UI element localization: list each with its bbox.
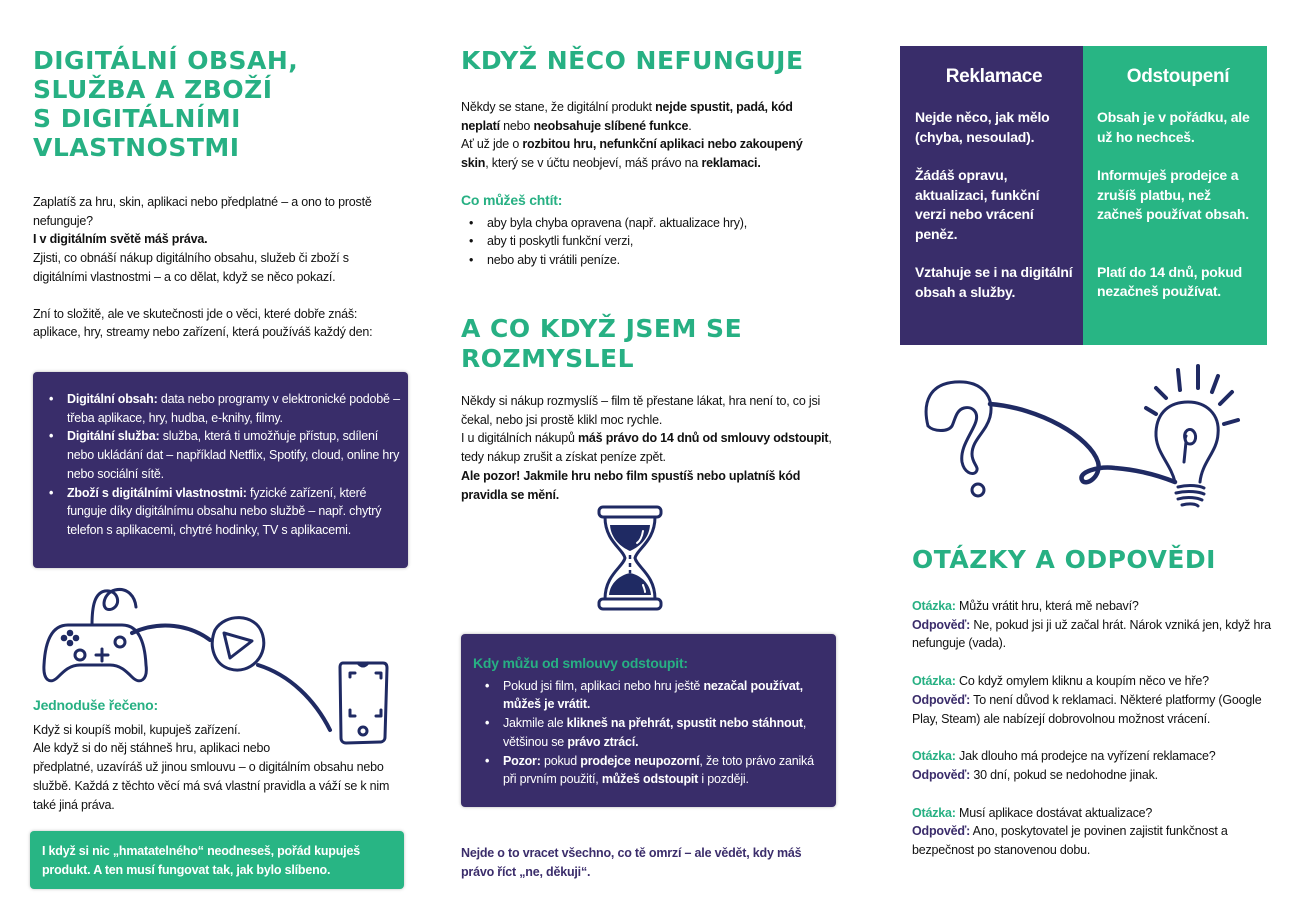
faq-answer	[912, 616, 1287, 653]
text-run: Pokud jsi film, aplikaci nebo hru ještě	[503, 678, 704, 693]
odstoupeni-text: Informuješ prodejce a zrušíš platbu, než začneš používat obsah.	[1097, 167, 1249, 222]
intro-paragraph-1: Zaplatíš za hru, skin, aplikaci nebo předplatné – a ono to prostě nefunguje?	[33, 195, 372, 228]
answer-text: Ano, poskytovatel je povinen zajistit funkčnost a bezpečnost po stanovenou dobu.	[912, 824, 1228, 858]
section-title-faq: OTÁZKY A ODPOVĚDI	[912, 545, 1216, 574]
text-run: nebo	[499, 118, 534, 133]
changed-mind-text	[461, 392, 836, 504]
text-run: , tedy nákup zrušit a získat peníze zpět.	[461, 431, 832, 465]
text-run-bold: Pozor:	[503, 753, 541, 768]
title-line: VLASTNOSTMI	[33, 133, 240, 162]
text-run-bold: neobsahuje slíbené funkce	[533, 118, 689, 133]
want-heading: Co můžeš chtít:	[461, 191, 563, 208]
question-text: Můžu vrátit hru, která mě nebaví?	[955, 599, 1139, 613]
question-text: Jak dlouho má prodejce na vyřízení reklamace?	[955, 749, 1216, 764]
simply-said-line: Ale když si do něj stáhneš hru, aplikaci nebo	[33, 741, 270, 756]
intro-bold: I v digitálním světě máš práva.	[33, 232, 208, 247]
faq-answer	[912, 822, 1287, 859]
simply-said-block	[33, 696, 408, 814]
faq-answer	[912, 691, 1287, 728]
faq-question	[912, 672, 1287, 691]
definition-term: Digitální obsah:	[67, 392, 158, 406]
title-line: S DIGITÁLNÍMI	[33, 104, 241, 133]
text-run: , že toto právo zaniká při prvním použití,	[503, 753, 814, 787]
faq-item	[912, 597, 1287, 653]
definition-text: data nebo programy v elektronické podobě – třeba aplikace, hry, hudba, e-knihy, filmy.	[67, 392, 400, 425]
question-label: Otázka:	[912, 674, 956, 689]
withdrawal-box-heading: Kdy můžu od smlouvy odstoupit:	[473, 655, 688, 671]
answer-label: Odpověď:	[912, 767, 971, 782]
odstoupeni-text: Platí do 14 dnů, pokud nezačneš používat.	[1097, 263, 1242, 299]
column-1	[33, 46, 408, 162]
text-run: Jakmile ale	[503, 716, 567, 731]
faq-item	[912, 804, 1287, 860]
question-label: Otázka:	[912, 749, 956, 764]
want-list	[461, 214, 831, 270]
question-mark-icon	[926, 382, 991, 474]
definition-item	[41, 427, 400, 483]
withdrawal-item	[477, 714, 824, 751]
not-working-paragraph-2	[461, 135, 831, 172]
reklamace-text: Žádáš opravu, aktualizaci, funkční verzi nebo vrácení peněz.	[915, 167, 1040, 242]
simply-said-line: Když si koupíš mobil, kupuješ zařízení.	[33, 722, 241, 737]
definition-text: fyzické zařízení, které funguje díky digitálnímu obsahu nebo službě – např. chytrý telefon s aplikacemi, chytré hodinky, TV s aplikacemi.	[67, 485, 382, 537]
definition-term: Zboží s digitálními vlastnostmi:	[67, 485, 247, 500]
question-label: Otázka:	[912, 805, 956, 820]
withdrawal-box	[461, 634, 836, 807]
definition-item	[41, 484, 400, 540]
title-line: DIGITÁLNÍ OBSAH,	[33, 46, 299, 75]
odstoupeni-column	[1083, 46, 1267, 345]
text-run-bold: prodejce neupozorní	[580, 753, 700, 768]
section-title-changed-mind	[461, 314, 742, 374]
faq-item	[912, 747, 1287, 784]
callout-text: I když si nic „hmatatelného“ neodneseš, pořád kupuješ produkt. A ten musí fungovat tak, jak bylo slíbeno.	[42, 844, 360, 877]
text-run: Někdy se stane, že digitální produkt	[461, 100, 656, 114]
simply-said-heading: Jednoduše řečeno:	[33, 697, 158, 713]
simply-said-line: předplatné, uzavíráš už jinou smlouvu – o digitálním obsahu nebo službě. Každá z těchto věcí má svá vlastní pravidla a váží se k nim také jiná práva.	[33, 760, 390, 812]
not-working-paragraph-1	[461, 98, 831, 135]
changed-mind-warning: Ale pozor! Jakmile hru nebo film spustíš nebo uplatníš kód pravidla se mění.	[461, 468, 801, 502]
section-title-digital-content	[33, 46, 408, 162]
intro-text	[33, 193, 405, 342]
reklamace-text: Nejde něco, jak mělo (chyba, nesoulad).	[915, 109, 1050, 145]
lightbulb-icon	[1146, 366, 1238, 506]
answer-label: Odpověď:	[912, 617, 971, 632]
text-run-bold: právo ztrácí.	[567, 734, 639, 749]
text-run-bold: reklamaci.	[701, 156, 761, 171]
faq-answer	[912, 766, 1287, 785]
definition-item	[41, 390, 400, 427]
want-item: • aby ti poskytli funkční verzi,	[461, 232, 831, 251]
faq-item	[912, 672, 1287, 728]
faq-list	[912, 597, 1287, 860]
withdrawal-list	[473, 677, 824, 789]
text-run: , který se v účtu neobjeví, máš právo na	[485, 156, 702, 171]
intro-paragraph-3: Zní to složitě, ale ve skutečnosti jde o věci, které dobře znáš: aplikace, hry, streamy nebo zařízení, která používáš každý den:	[33, 306, 373, 340]
text-run-bold: rozbitou hru, nefunkční aplikaci nebo zakoupený skin	[461, 137, 803, 171]
reklamace-column	[900, 46, 1083, 345]
question-text: Co když omylem kliknu a koupím něco ve hře?	[955, 674, 1209, 689]
text-run-bold: nejde spustit, padá, kód neplatí	[461, 100, 793, 133]
want-item: • nebo aby ti vrátili peníze.	[461, 251, 831, 270]
text-run: pokud	[540, 753, 581, 768]
answer-text: To není důvod k reklamaci. Některé platformy (Google Play, Steam) ale nabízejí dobrovolnou možnost vrácení.	[912, 692, 1262, 726]
reklamace-title: Reklamace	[945, 66, 1043, 87]
changed-mind-paragraph-1: Někdy si nákup rozmyslíš – film tě přestane lákat, hra není to, co jsi čekal, nebo jsi prostě klikl moc rychle.	[461, 394, 821, 427]
text-run-bold: klikneš na přehrát, spustit nebo stáhnout	[566, 716, 803, 731]
changed-mind-paragraph-2	[461, 429, 836, 466]
withdrawal-item	[477, 752, 824, 789]
hourglass-icon	[595, 503, 665, 613]
comparison-table	[900, 46, 1267, 345]
odstoupeni-text: Obsah je v pořádku, ale už ho nechceš.	[1097, 109, 1250, 145]
text-run-bold: můžeš odstoupit	[601, 772, 699, 787]
answer-text: 30 dní, pokud se nedohodne jinak.	[970, 767, 1158, 782]
definition-text: služba, která ti umožňuje přístup, sdílení nebo ukládání dat – například Netflix, Spotify, cloud, online hry nebo sociální sítě.	[67, 429, 400, 481]
title-line: ROZMYSLEL	[461, 344, 635, 373]
faq-question	[912, 804, 1287, 823]
withdrawal-item	[477, 677, 824, 714]
reklamace-text: Vztahuje se i na digitální obsah a služby.	[915, 264, 1073, 300]
text-run: I u digitálních nákupů	[461, 431, 579, 446]
title-line: SLUŽBA A ZBOŽÍ	[33, 75, 273, 104]
intro-paragraph-2: Zjisti, co obnáší nákup digitálního obsahu, služeb či zboží s digitálními vlastnostmi – a co dělat, když se něco pokazí.	[33, 251, 349, 284]
text-run-bold: nezačal používat, můžeš je vrátit.	[503, 678, 803, 712]
section-title-not-working: KDYŽ NĚCO NEFUNGUJE	[461, 46, 804, 75]
odstoupeni-title: Odstoupení	[1126, 66, 1230, 87]
title-line: A CO KDYŽ JSEM SE	[461, 314, 743, 343]
question-label: Otázka:	[912, 599, 956, 613]
question-to-lightbulb-illustration	[920, 362, 1260, 522]
definitions-box	[33, 372, 408, 568]
faq-question	[912, 747, 1287, 766]
answer-label: Odpověď:	[912, 824, 971, 839]
callout-box	[30, 831, 404, 889]
text-run: Ať už jde o	[461, 137, 523, 152]
closing-text: Nejde o to vracet všechno, co tě omrzí – ale vědět, kdy máš právo říct „ne, děkuji“.	[461, 846, 802, 879]
want-item: • aby byla chyba opravena (např. aktualizace hry),	[461, 214, 831, 233]
faq-question	[912, 597, 1287, 616]
text-run-bold: máš právo do 14 dnů od smlouvy odstoupit	[578, 431, 829, 446]
play-icon	[212, 618, 264, 670]
question-text: Musí aplikace dostávat aktualizace?	[955, 805, 1153, 820]
text-run: .	[688, 118, 692, 133]
not-working-text	[461, 98, 831, 270]
definition-term: Digitální služba:	[67, 429, 160, 444]
text-run: , většinou se	[503, 716, 807, 749]
answer-label: Odpověď:	[912, 692, 971, 707]
answer-text: Ne, pokud jsi ji už začal hrát. Nárok vzniká jen, když hra nefunguje (vada).	[912, 617, 1271, 651]
text-run: i později.	[698, 772, 749, 787]
